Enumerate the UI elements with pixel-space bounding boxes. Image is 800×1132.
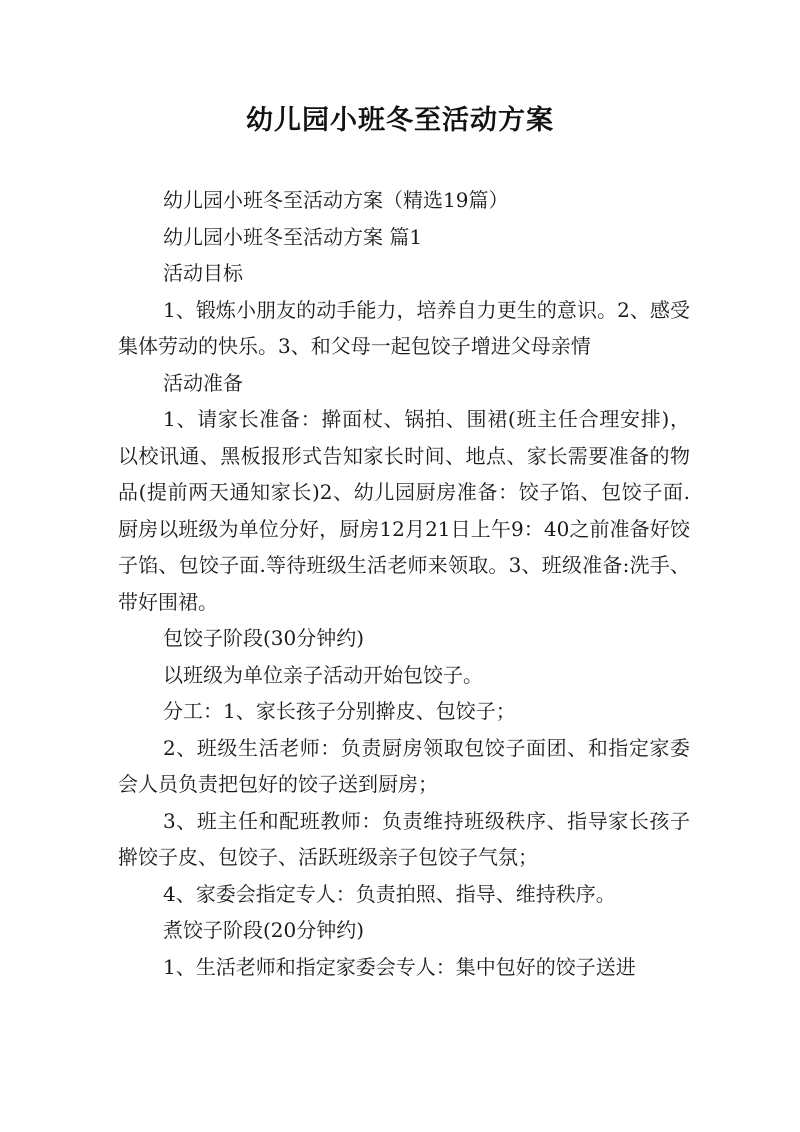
paragraph-division-4: 4、家委会指定专人：负责拍照、指导、维持秩序。 — [163, 881, 616, 906]
paragraph-heading-cooking: 煮饺子阶段(20分钟约) — [163, 918, 365, 942]
paragraph-heading-preparation: 活动准备 — [163, 370, 243, 395]
paragraph-subtitle: 幼儿园小班冬至活动方案（精选19篇） — [163, 188, 509, 212]
paragraph-cooking-1: 1、生活老师和指定家委会专人：集中包好的饺子送进 — [163, 954, 636, 979]
document-title: 幼儿园小班冬至活动方案 — [246, 105, 554, 136]
paragraph-division-3: 3、班主任和配班教师：负责维持班级秩序、指导家长孩子擀饺子皮、包饺子、活跃班级亲子包饺子气氛； — [118, 808, 690, 869]
paragraph-section-heading: 幼儿园小班冬至活动方案 篇1 — [163, 224, 423, 249]
paragraph-heading-making: 包饺子阶段(30分钟约) — [163, 626, 365, 650]
paragraph-division-1: 分工：1、家长孩子分别擀皮、包饺子； — [163, 699, 516, 723]
paragraph-heading-goals: 活动目标 — [163, 261, 243, 285]
paragraph-making-intro: 以班级为单位亲子活动开始包饺子。 — [163, 662, 483, 687]
paragraph-goals: 1、锻炼小朋友的动手能力，培养自力更生的意识。2、感受集体劳动的快乐。3、和父母一起包饺子增进父母亲情 — [118, 297, 690, 358]
document-body — [118, 182, 690, 985]
paragraph-preparation: 1、请家长准备：擀面杖、锅拍、围裙(班主任合理安排)，以校讯通、黑板报形式告知家长时间、地点、家长需要准备的物品(提前两天通知家长)2、幼儿园厨房准备：饺子馅、包饺子面.厨房以班级为单位分好，厨房12月21日上午9：40之前准备好饺子馅、包饺子面.等待班级生活老师来领取。3、班级准备:洗手、带好围裙。 — [118, 407, 690, 614]
paragraph-division-2: 2、班级生活老师：负责厨房领取包饺子面团、和指定家委会人员负责把包好的饺子送到厨房； — [118, 735, 690, 796]
